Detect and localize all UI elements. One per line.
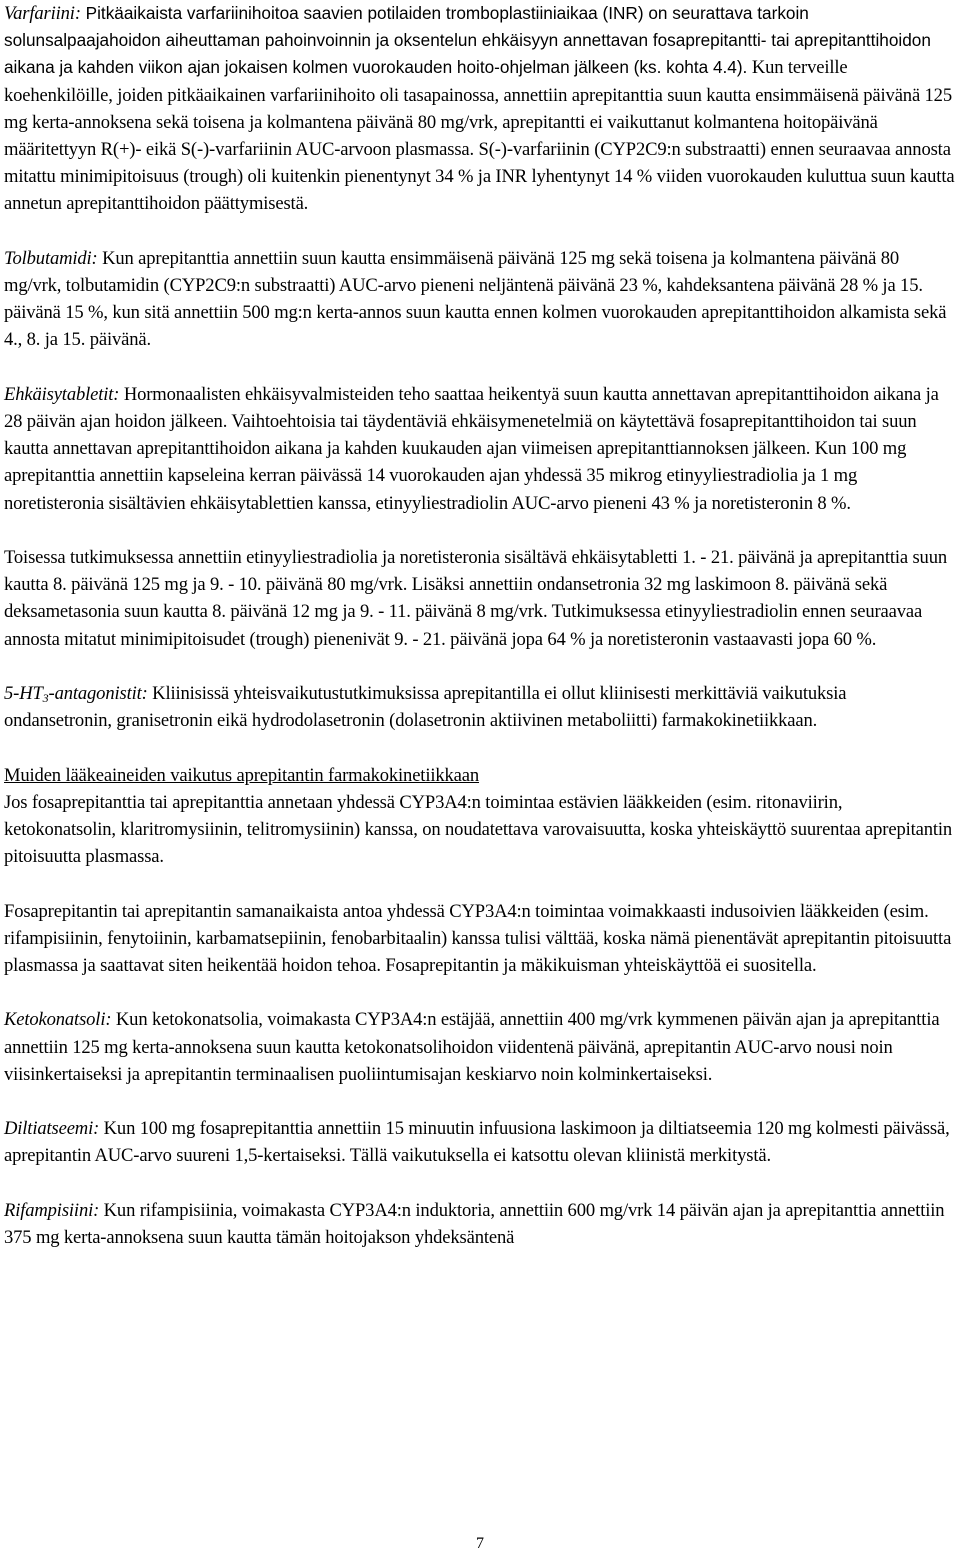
- paragraph-5ht3-antagonistit: [4, 680, 958, 734]
- paragraph-rifampisiini: [4, 1197, 958, 1251]
- paragraph-text: Toisessa tutkimuksessa annettiin etinyyliestradiolia ja noretisteronia sisältävä ehkäisytabletti 1. - 21. päivänä ja aprepitanttia suun kautta 8. päivänä 125 mg ja 9. - 10. päivänä 80 mg/vrk. Lisäksi annettiin ondansetronia 32 mg laskimoon 8. päivänä sekä deksametasonia suun kautta 8. päivänä 12 mg ja 9. - 11. päivänä 8 mg/vrk. Tutkimuksessa etinyyliestradiolin ennen seuraavaa annosta mitatut minimipitoisudet (trough) pienenivät 9. - 21. päivänä jopa 64 % ja noretisteronin vastaavasti jopa 60 %.: [4, 547, 948, 650]
- page-number: 7: [476, 1535, 484, 1552]
- section-heading-5ht3: [4, 683, 148, 704]
- paragraph-gap: [4, 870, 958, 897]
- heading-prefix: 5-HT: [4, 683, 43, 705]
- paragraph-gap: [4, 517, 958, 544]
- paragraph-gap: [4, 1170, 958, 1197]
- heading-subscript: 3: [42, 691, 49, 706]
- paragraph-ehkaisytabletit: [4, 381, 958, 517]
- section-heading-ehkaisytabletit: Ehkäisytabletit:: [4, 383, 120, 405]
- paragraph-fosaprepitantin-induktorit: [4, 898, 958, 980]
- paragraph-text-sans: Pitkäaikaista varfariinihoitoa saavien potilaiden tromboplastiiniaikaa (INR) on seurattava tarkoin solunsalpaajahoidon aiheuttaman pahoinvoinnin ja oksentelun ehkäisyyn annettavan fosaprepitantti- tai aprepitanttihoidon aikana ja kahden viikon ajan jokaisen kolmen vuorokauden hoito-ohjelman jälkeen (ks. kohta 4.4).: [4, 3, 931, 78]
- paragraph-gap: [4, 218, 958, 245]
- paragraph-gap: [4, 1088, 958, 1115]
- paragraph-gap: [4, 979, 958, 1006]
- section-heading-ketokonatsoli: Ketokonatsoli:: [4, 1009, 112, 1031]
- section-heading-diltiatseemi: Diltiatseemi:: [4, 1118, 100, 1140]
- paragraph-gap: [4, 653, 958, 680]
- paragraph-text: Fosaprepitantin tai aprepitantin samanaikaista antoa yhdessä CYP3A4:n toimintaa voimakkaasti indusoivien lääkkeiden (esim. rifampisiinin, fenytoiinin, karbamatsepiinin, fenobarbitaalin) kanssa tulisi välttää, koska nämä pienentävät aprepitantin pitoisuutta plasmassa ja saattavat siten heikentää hoidon tehoa. Fosaprepitantin ja mäkikuisman yhteiskäyttöä ei suositella.: [4, 900, 952, 977]
- paragraph-gap: [4, 354, 958, 381]
- paragraph-text: Kun rifampisiinia, voimakasta CYP3A4:n induktoria, annettiin 600 mg/vrk 14 päivän ajan ja aprepitanttia annettiin 375 mg kerta-annoksena suun kautta tämän hoitojakson yhdeksäntenä: [4, 1199, 945, 1248]
- document-page: [4, 0, 958, 1251]
- paragraph-diltiatseemi: [4, 1115, 958, 1169]
- heading-suffix: -antagonistit:: [48, 683, 148, 705]
- paragraph-text: Kun aprepitanttia annettiin suun kautta ensimmäisenä päivänä 125 mg sekä toisena ja kolmantena päivänä 80 mg/vrk, tolbutamidin (CYP2C9:n substraatti) AUC-arvo pieneni neljäntenä päivänä 23 %, kahdeksantena päivänä 28 % ja 15. päivänä 15 %, kun sitä annettiin 500 mg:n kerta-annos suun kautta ennen kolmen vuorokauden aprepitanttihoidon alkamista sekä 4., 8. ja 15. päivänä.: [4, 247, 947, 351]
- paragraph-text: Kliinisissä yhteisvaikutustutkimuksissa aprepitantilla ei ollut kliinisesti merkittäviä vaikutuksia ondansetronin, granisetronin eikä hydrodolasetronin (dolasetronin aktiivinen metaboliitti) farmakokinetiikkaan.: [4, 683, 847, 732]
- paragraph-text: Hormonaalisten ehkäisyvalmisteiden teho saattaa heikentyä suun kautta annettavan aprepitanttihoidon aikana ja 28 päivän ajan hoidon jälkeen. Vaihtoehtoisia tai täydentäviä ehkäisymenetelmiä on käytettävä fosaprepitanttihoidon tai suun kautta annettavan aprepitanttihoidon aikana ja kahden kuukauden ajan viimeisen aprepitanttiannoksen jälkeen. Kun 100 mg aprepitanttia annettiin kapseleina kerran päivässä 14 vuorokauden ajan yhdessä 35 mikrog etinyyliestradiolia ja 1 mg noretisteronia sisältävien ehkäisytablettien kanssa, etinyyliestradiolin AUC-arvo pieneni 43 % ja noretisteronin 8 %.: [4, 383, 939, 514]
- paragraph-text: Kun ketokonatsolia, voimakasta CYP3A4:n estäjää, annettiin 400 mg/vrk kymmenen päivän ajan ja aprepitanttia annettiin 125 mg kerta-annoksena suun kautta ketokonatsolihoidon viidentenä päivänä, aprepitantin AUC-arvo nousi noin viisinkertaiseksi ja aprepitantin terminaalisen puoliintumisajan keskiarvo noin kolminkertaiseksi.: [4, 1009, 940, 1085]
- paragraph-text: Jos fosaprepitanttia tai aprepitanttia annetaan yhdessä CYP3A4:n toimintaa estävien lääkkeiden (esim. ritonaviirin, ketokonatsolin, klaritromysiinin, telitromysiinin) kanssa, on noudatettava varovaisuutta, koska yhteiskäyttö suurentaa aprepitantin pitoisuutta plasmassa.: [4, 791, 953, 868]
- paragraph-muiden-laakeaineiden: [4, 789, 958, 871]
- paragraph-toisessa-tutkimuksessa: [4, 544, 958, 653]
- section-heading-varfariini: Varfariini:: [4, 3, 81, 24]
- subsection-heading-muiden-laakeaineiden: Muiden lääkeaineiden vaikutus aprepitantin farmakokinetiikkaan: [4, 764, 480, 786]
- paragraph-varfariini: [4, 0, 958, 218]
- section-heading-tolbutamidi: Tolbutamidi:: [4, 247, 98, 269]
- section-heading-rifampisiini: Rifampisiini:: [4, 1199, 100, 1221]
- paragraph-text: Kun terveille koehenkilöille, joiden pitkäaikainen varfariinihoito oli tasapainossa, annettiin aprepitanttia suun kautta ensimmäisenä päivänä 125 mg kerta-annoksena sekä toisena ja kolmantena päivänä 80 mg/vrk, aprepitantti ei vaikuttanut kolmantena hoitopäivänä määritettyyn R(+)- eikä S(-)-varfariinin AUC-arvoon plasmassa. S(-)-varfariinin (CYP2C9:n substraatti) ennen seuraavaa annosta mitattu minimipitoisuus (trough) oli kuitenkin pienentynyt 34 % ja INR lyhentynyt 14 % viiden vuorokauden kuluttua suun kautta annetun aprepitanttihoidon päättymisestä.: [4, 57, 955, 215]
- paragraph-ketokonatsoli: [4, 1006, 958, 1088]
- paragraph-text: Kun 100 mg fosaprepitanttia annettiin 15 minuutin infuusiona laskimoon ja diltiatseemia 120 mg kolmesti päivässä, aprepitantin AUC-arvo suureni 1,5-kertaiseksi. Tällä vaikutuksella ei katsottu olevan kliinistä merkitystä.: [4, 1118, 950, 1167]
- paragraph-tolbutamidi: [4, 245, 958, 354]
- paragraph-gap: [4, 734, 958, 761]
